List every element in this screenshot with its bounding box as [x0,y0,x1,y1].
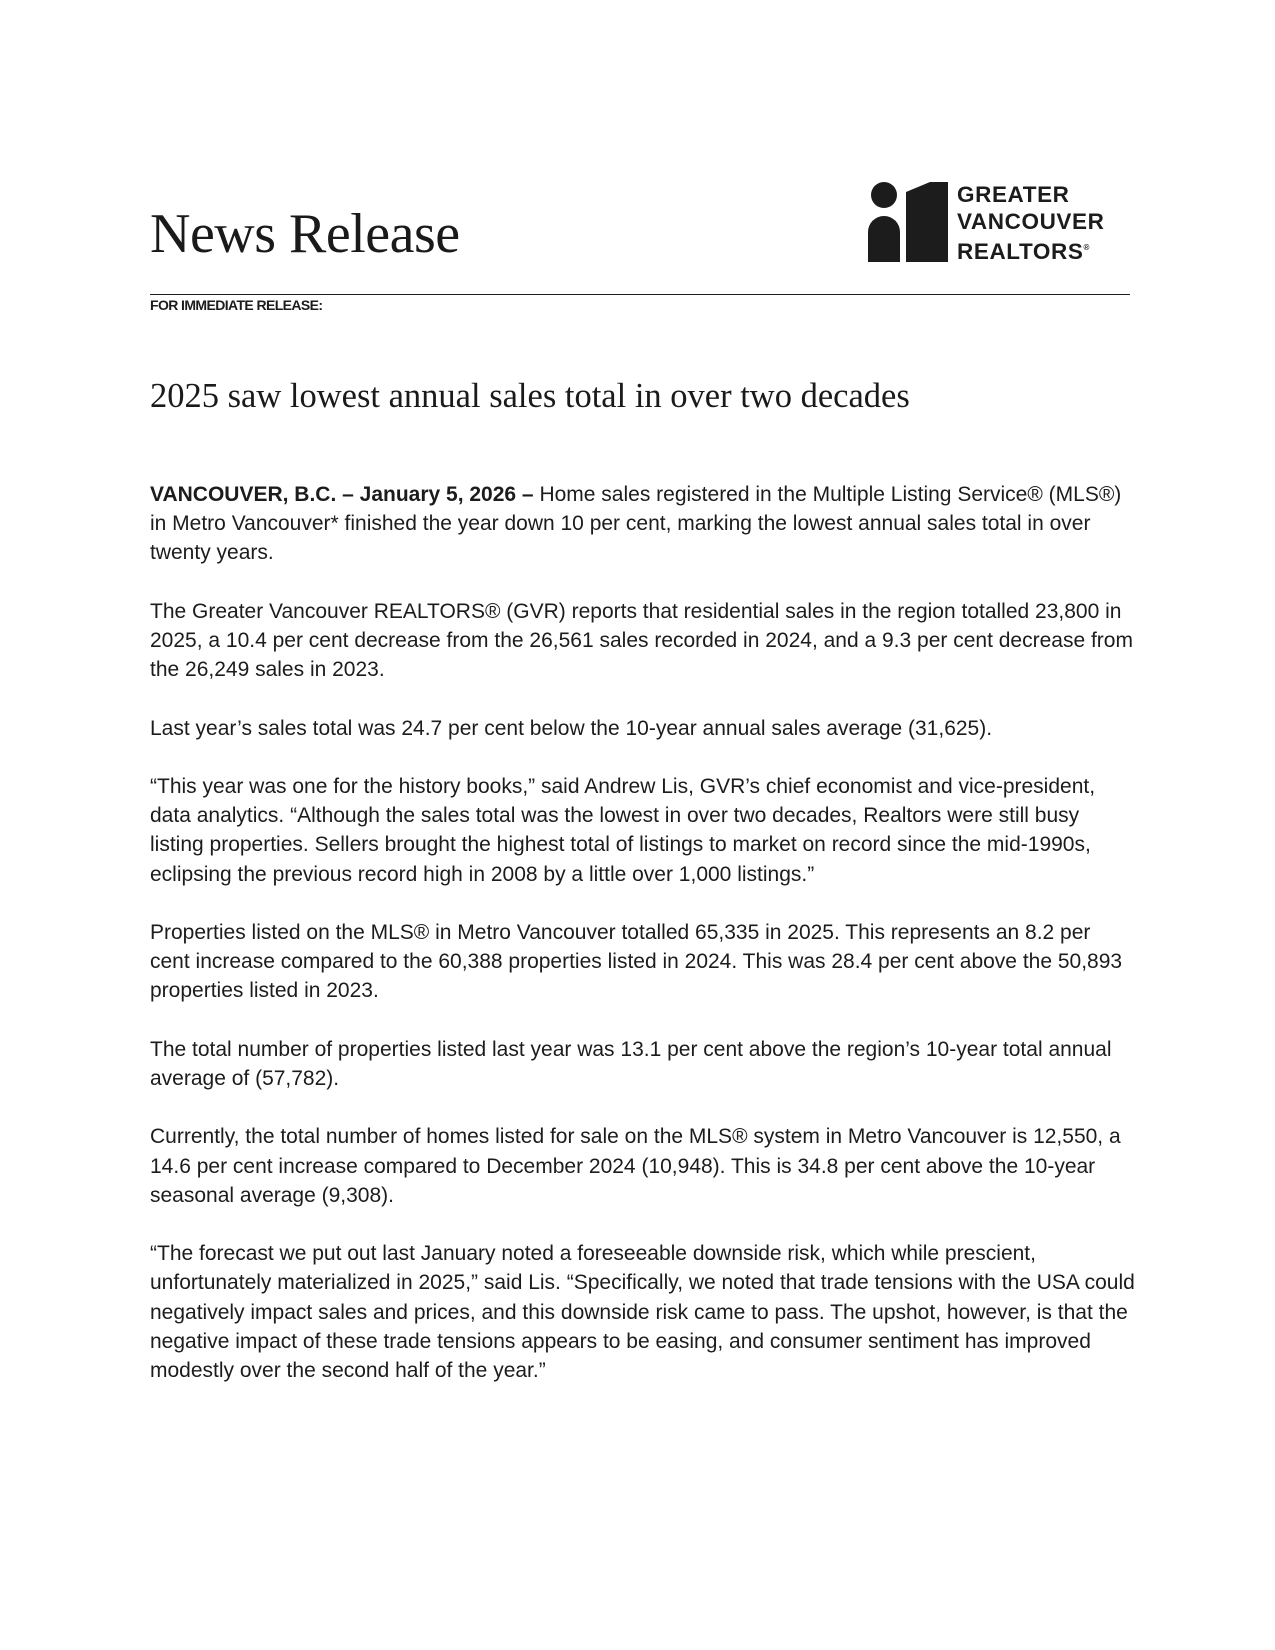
paragraph: Currently, the total number of homes listed for sale on the MLS® system in Metro Vancouver is 12,550, a 14.6 per cent increase compared to December 2024 (10,948). This is 34.8 per cent above the 10-year seasonal average (9,308). [150,1125,1121,1207]
paragraph [150,480,1135,568]
paragraph: Properties listed on the MLS® in Metro Vancouver totalled 65,335 in 2025. This represents an 8.2 per cent increase compared to the 60,388 properties listed in 2024. This was 28.4 per cent above the 50,893 properties listed in 2023. [150,920,1123,1003]
logo-line-realtors [957,235,1130,266]
header-divider [150,294,1130,295]
registered-mark: ® [1083,243,1090,252]
paragraph: “This year was one for the history books,” said Andrew Lis, GVR’s chief economist and vice-president, data analytics. “Although the sales total was the lowest in over two decades, Realtors were still busy listing properties. Sellers brought the highest total of listings to market on record since the mid-1990s, eclipsing the previous record high in 2008 by a little over 1,000 listings.” [150,774,1096,886]
paragraph: Last year’s sales total was 24.7 per cent below the 10-year annual sales average (31,625). [150,716,993,740]
dateline: VANCOUVER, B.C. – January 5, 2026 – [150,483,534,506]
paragraph: “The forecast we put out last January noted a foreseeable downside risk, which while prescient, unfortunately materialized in 2025,” said Lis. “Specifically, we noted that trade tensions with the USA could negatively impact sales and prices, and this downside risk came to pass. The upshot, however, is that the negative impact of these trade tensions appears to be easing, and consumer sentiment has improved modestly over the second half of the year.” [150,1242,1135,1382]
article-body [150,480,1135,1414]
paragraph: The total number of properties listed last year was 13.1 per cent above the region’s 10-year total annual average of (57,782). [150,1037,1112,1090]
paragraph-text: Home sales registered in the Multiple Listing Service® (MLS®) in Metro Vancouver* finished the year down 10 per cent, marking the lowest annual sales total in over twenty years. [150,483,1122,565]
headline: 2025 saw lowest annual sales total in over two decades [150,377,910,415]
paragraph: The Greater Vancouver REALTORS® (GVR) reports that residential sales in the region totalled 23,800 in 2025, a 10.4 per cent decrease from the 26,561 sales recorded in 2024, and a 9.3 per cent decrease from the 26,249 sales in 2023. [150,599,1133,682]
doc-type-title: News Release [150,203,460,265]
logo-line-vancouver: VANCOUVER [957,208,1105,234]
realtors-figure-icon [868,182,948,262]
release-label: FOR IMMEDIATE RELEASE: [150,297,323,313]
logo-line-greater: GREATER [957,182,1070,207]
greater-vancouver-realtors-logo [868,182,1130,262]
logo-realtors-word: REALTORS [957,239,1084,264]
logo-wordmark [957,182,1130,266]
